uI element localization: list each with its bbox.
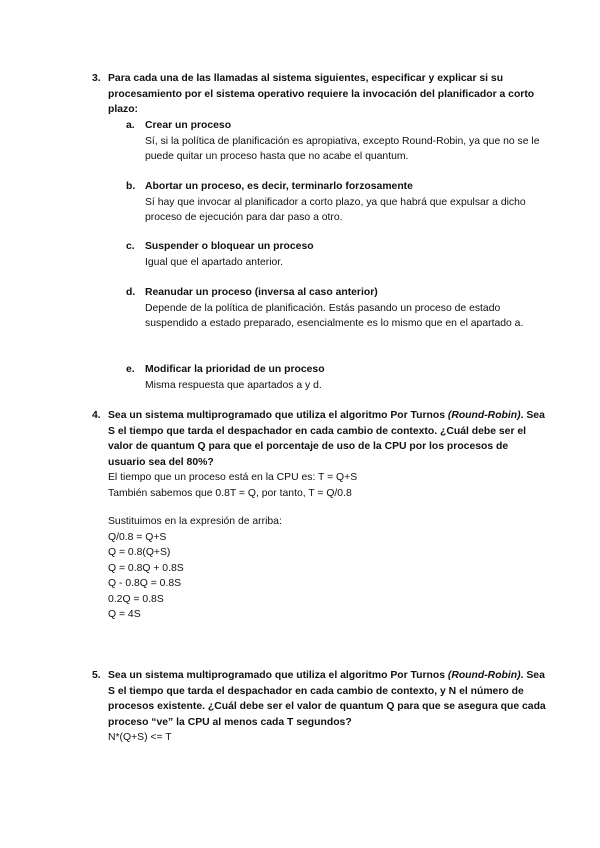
item-letter: e. [126, 364, 135, 375]
item-letter: a. [126, 120, 135, 131]
item-answer: Sí, si la política de planificación es apropiativa, excepto Round-Robin, ya que no se le puede quitar un proceso hasta que no acabe el quantum. [145, 135, 540, 162]
answer-line: Sustituimos en la expresión de arriba: [108, 516, 282, 527]
answer-line: También sabemos que 0.8T = Q, por tanto, T = Q/0.8 [108, 487, 352, 499]
question-5 [92, 668, 548, 746]
title-text: Sea un sistema multiprogramado que utiliza el algoritmo Por Turnos [108, 410, 448, 421]
item-answer: Depende de la política de planificación. Estás pasando un proceso de estado suspendido a estado preparado, esencialmente es lo mismo que en el apartado a. [145, 302, 524, 329]
item-b [126, 179, 545, 226]
item-e [126, 362, 545, 393]
equation-line: Q/0.8 = Q+S [108, 531, 167, 543]
question-number: 4. [92, 410, 101, 421]
title-italic: (Round-Robin) [447, 670, 521, 681]
question-4-derivation [108, 514, 548, 623]
item-answer: Igual que el apartado anterior. [145, 256, 284, 268]
item-title: Crear un proceso [145, 120, 232, 131]
question-4 [92, 408, 548, 501]
item-a [126, 118, 545, 165]
question-3 [92, 71, 548, 118]
item-d [126, 285, 545, 332]
answer-line: El tiempo que un proceso está en la CPU es: T = Q+S [108, 472, 358, 483]
question-title: Para cada una de las llamadas al sistema siguientes, especificar y explicar si su procesamiento por el sistema operativo requiere la invocación del planificador a corto plazo: [108, 73, 535, 115]
question-number: 5. [92, 670, 101, 681]
item-letter: c. [126, 241, 135, 252]
item-title: Abortar un proceso, es decir, terminarlo forzosamente [145, 181, 413, 192]
equation-line: Q = 4S [108, 609, 141, 620]
question-title [108, 668, 548, 730]
item-title: Reanudar un proceso (inversa al caso anterior) [145, 287, 378, 298]
item-answer: Misma respuesta que apartados a y d. [145, 379, 322, 391]
equation-line: Q = 0.8Q + 0.8S [108, 562, 184, 574]
item-title: Modificar la prioridad de un proceso [145, 364, 325, 375]
question-title [108, 408, 548, 470]
title-text: Sea un sistema multiprogramado que utiliza el algoritmo Por Turnos [108, 670, 448, 681]
item-answer: Sí hay que invocar al planificador a corto plazo, ya que habrá que expulsar a dicho proceso de ejecución para dar paso a otro. [145, 196, 526, 223]
equation-line: Q = 0.8(Q+S) [108, 547, 171, 558]
item-letter: b. [126, 181, 136, 192]
question-number: 3. [92, 73, 101, 84]
title-text-rest: . Sea S el tiempo que tarda el despachador en cada cambio de contexto, y N el número de procesos existente. ¿Cuál debe ser el valor de quantum Q para que se asegura que cada proceso “ve” la CPU al menos cada T segundos? [108, 670, 546, 728]
title-italic: (Round-Robin) [447, 410, 521, 421]
equation-line: 0.2Q = 0.8S [108, 593, 164, 605]
item-c [126, 239, 545, 270]
answer-line: N*(Q+S) <= T [108, 732, 172, 743]
item-letter: d. [126, 287, 136, 298]
item-title: Suspender o bloquear un proceso [145, 241, 314, 252]
equation-line: Q - 0.8Q = 0.8S [108, 578, 182, 589]
title-text-rest: . Sea S el tiempo que tarda el despachador en cada cambio de contexto. ¿Cuál debe ser el valor de quantum Q para que el porcentaje de uso de la CPU por los procesos de usuario sea del 80%? [108, 410, 545, 468]
